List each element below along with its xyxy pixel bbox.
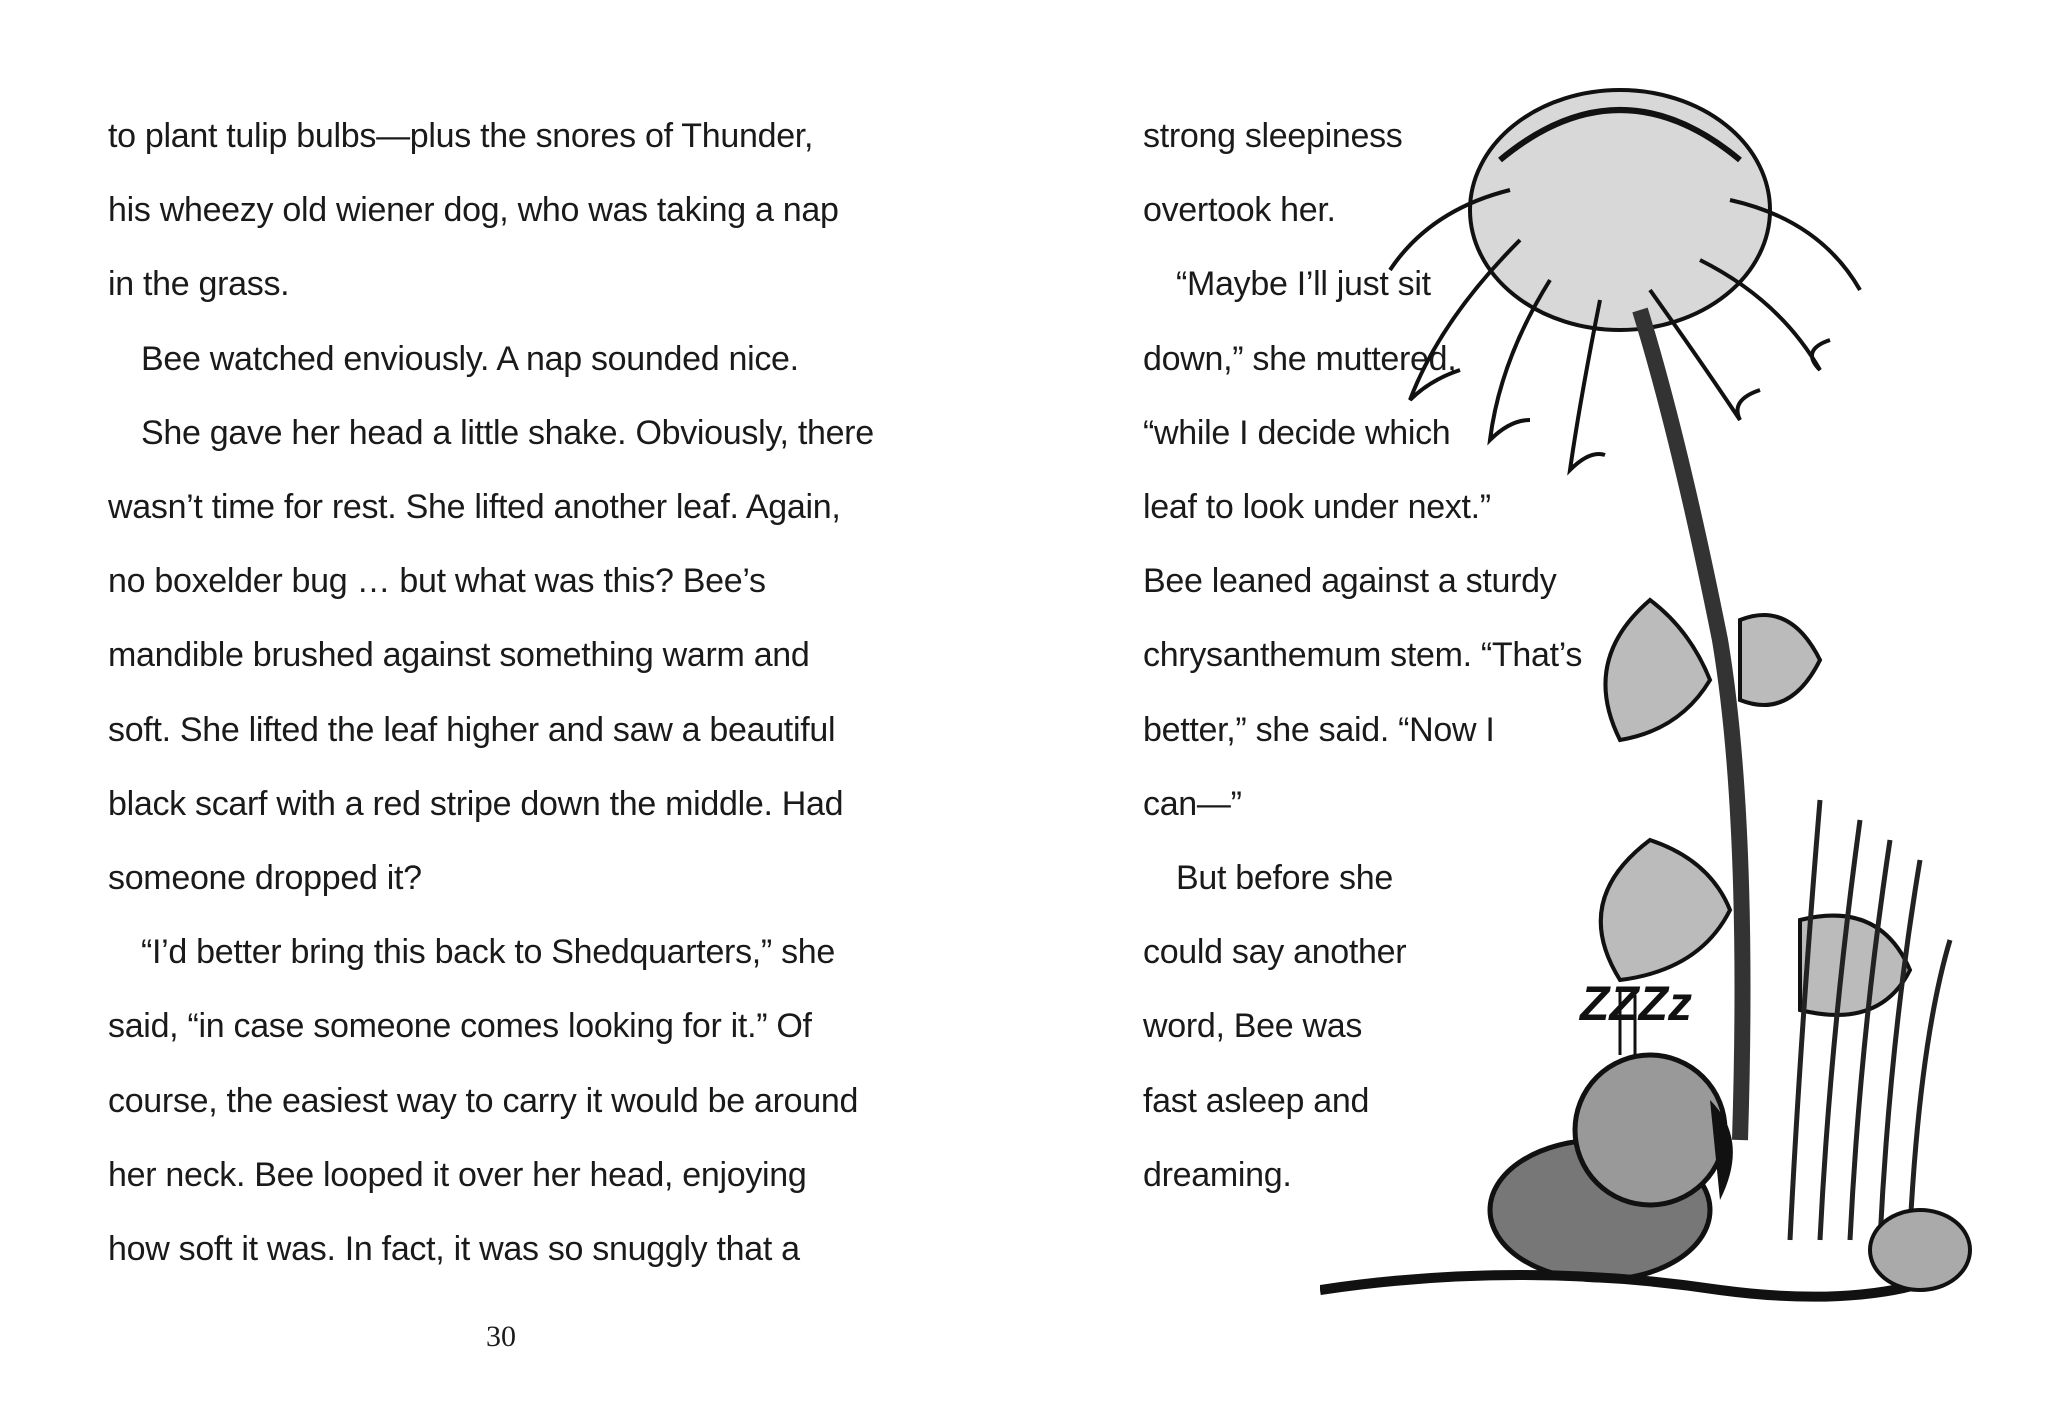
text-line: someone dropped it? bbox=[108, 859, 422, 897]
text-line: black scarf with a red stripe down the middle. Had bbox=[108, 784, 844, 823]
text-line: can—” bbox=[1143, 784, 1242, 823]
text-line: could say another bbox=[1143, 933, 1407, 972]
text-line: But before she bbox=[1176, 859, 1393, 897]
leaf-icon bbox=[1601, 600, 1910, 1015]
text-line: overtook her. bbox=[1143, 191, 1336, 230]
text-line: Bee leaned against a sturdy bbox=[1143, 562, 1557, 601]
text-line: no boxelder bug … but what was this? Bee’s bbox=[108, 562, 766, 601]
text-line: said, “in case someone comes looking for it.” Of bbox=[108, 1007, 812, 1046]
text-line: in the grass. bbox=[108, 265, 290, 304]
text-line: soft. She lifted the leaf higher and saw a beautiful bbox=[108, 710, 836, 749]
text-line: She gave her head a little shake. Obviously, there bbox=[141, 413, 874, 452]
text-line: Bee watched enviously. A nap sounded nice. bbox=[141, 339, 799, 378]
text-line: “while I decide which bbox=[1143, 413, 1451, 452]
text-line: fast asleep and bbox=[1143, 1081, 1370, 1120]
text-line: mandible brushed against something warm and bbox=[108, 636, 810, 675]
text-line: chrysanthemum stem. “That’s bbox=[1143, 636, 1583, 675]
text-line: strong sleepiness bbox=[1143, 117, 1403, 155]
text-line: her neck. Bee looped it over her head, enjoying bbox=[108, 1155, 807, 1194]
text-line: better,” she said. “Now I bbox=[1143, 710, 1495, 749]
text-line: “I’d better bring this back to Shedquarters,” she bbox=[141, 933, 836, 972]
text-line: his wheezy old wiener dog, who was taking a nap bbox=[108, 191, 839, 230]
text-line: leaf to look under next.” bbox=[1143, 488, 1491, 526]
text-line: wasn’t time for rest. She lifted another leaf. Again, bbox=[108, 488, 841, 526]
text-line: course, the easiest way to carry it would be around bbox=[108, 1081, 859, 1120]
text-line: dreaming. bbox=[1143, 1155, 1292, 1194]
text-line: how soft it was. In fact, it was so snuggly that a bbox=[108, 1230, 800, 1268]
text-line: word, Bee was bbox=[1143, 1007, 1363, 1046]
snore-zzz: ZZZz bbox=[1580, 978, 1692, 1031]
text-line: to plant tulip bulbs—plus the snores of Thunder, bbox=[108, 117, 814, 155]
sleeping-bee-icon bbox=[1490, 990, 1733, 1280]
text-line: “Maybe I’ll just sit bbox=[1176, 265, 1431, 304]
page-number: 30 bbox=[486, 1320, 516, 1353]
chrysanthemum-and-sleeping-bee-illustration bbox=[1320, 40, 2040, 1370]
chrysanthemum-flower-icon bbox=[1390, 90, 1860, 470]
text-line: down,” she muttered, bbox=[1143, 339, 1457, 378]
